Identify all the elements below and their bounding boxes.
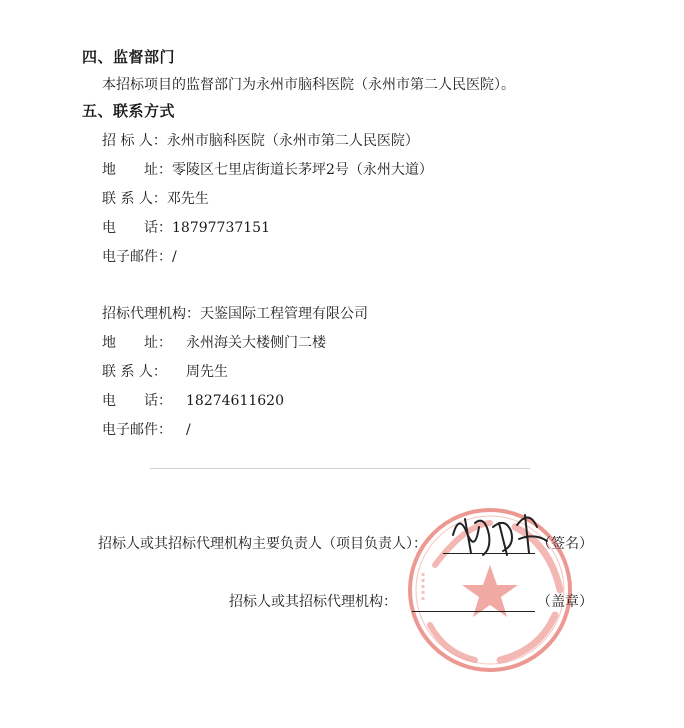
seal-underline: [412, 611, 535, 612]
seal-label: 招标人或其招标代理机构：: [229, 594, 397, 610]
agency-email-value: /: [186, 422, 191, 438]
tenderer-name-row: [102, 130, 419, 150]
principal-signature-label: 招标人或其招标代理机构主要负责人（项目负责人）：: [98, 536, 427, 552]
tenderer-name-value: 永州市脑科医院（永州市第二人民医院）: [166, 133, 419, 149]
agency-address-label: 地 址：: [102, 335, 172, 351]
tenderer-address-row: [102, 159, 433, 179]
seal-row: [229, 591, 397, 611]
agency-name-label: 招标代理机构：: [102, 306, 200, 322]
tenderer-email-row: [102, 246, 177, 266]
tenderer-phone-label: 电 话：: [102, 220, 172, 236]
agency-contact-label: 联 系 人：: [102, 364, 167, 380]
tenderer-contact-label: 联 系 人：: [102, 191, 167, 207]
principal-signature-row: [98, 533, 427, 553]
agency-contact-value: 周先生: [186, 364, 228, 380]
tenderer-contact-row: [102, 188, 209, 208]
tenderer-address-value: 零陵区七里店街道长茅坪2号（永州大道）: [172, 162, 433, 178]
agency-email-label: 电子邮件：: [102, 422, 172, 438]
section-5-title: 五、联系方式: [82, 102, 176, 120]
tenderer-name-label: 招 标 人：: [102, 133, 167, 149]
tenderer-phone-value: 18797737151: [172, 220, 270, 236]
agency-phone-row: [102, 390, 284, 410]
section-4-title: 四、监督部门: [82, 48, 176, 66]
agency-contact-row: [102, 361, 228, 381]
agency-name-row: [102, 303, 368, 323]
agency-email-row: [102, 419, 191, 439]
agency-phone-value: 18274611620: [186, 393, 284, 409]
tenderer-email-label: 电子邮件：: [102, 249, 172, 265]
agency-address-value: 永州海关大楼侧门二楼: [186, 335, 326, 351]
tenderer-email-value: /: [172, 249, 177, 265]
section-4-text: 本招标项目的监督部门为永州市脑科医院（永州市第二人民医院）。: [102, 77, 515, 93]
principal-signature-underline: [443, 553, 535, 554]
agency-name-value: 天鉴国际工程管理有限公司: [200, 306, 368, 322]
tenderer-address-label: 地 址：: [102, 162, 172, 178]
principal-signature-suffix: （签名）: [537, 536, 593, 552]
scan-artifact-line: [150, 468, 530, 469]
tenderer-phone-row: [102, 217, 270, 237]
agency-phone-label: 电 话：: [102, 393, 172, 409]
agency-address-row: [102, 332, 326, 352]
tenderer-contact-value: 邓先生: [166, 191, 209, 207]
seal-suffix: （盖章）: [537, 594, 593, 610]
